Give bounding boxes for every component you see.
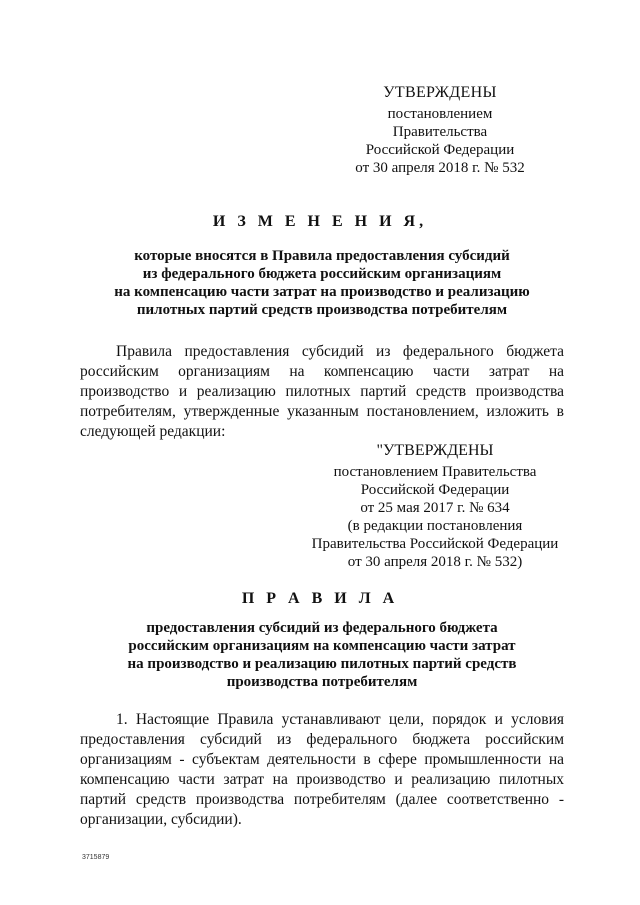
changes-subtitle-line: на компенсацию части затрат на производство и реализацию	[114, 284, 530, 300]
quoted-approval-line: постановлением Правительства	[333, 464, 537, 480]
document-code: 3715879	[82, 854, 110, 861]
approval-line: от 30 апреля 2018 г. № 532	[355, 160, 525, 176]
quoted-approval-line: Российской Федерации	[360, 482, 510, 498]
rules-subtitle-line: на производство и реализацию пилотных партий средств	[127, 656, 517, 672]
changes-subtitle-line: пилотных партий средств производства потребителям	[136, 302, 508, 318]
changes-title: И З М Е Н Е Н И Я,	[212, 213, 428, 230]
changes-subtitle-line: которые вносятся в Правила предоставления субсидий	[134, 248, 510, 264]
rules-title: П Р А В И Л А	[241, 590, 399, 607]
quoted-approval-line: Правительства Российской Федерации	[311, 536, 559, 552]
approval-stamp	[340, 84, 540, 177]
changes-subtitle-line: из федерального бюджета российским организациям	[142, 266, 502, 282]
quoted-approval-line: от 30 апреля 2018 г. № 532)	[347, 554, 523, 570]
quoted-approval-line: (в редакции постановления	[347, 518, 523, 534]
rules-subtitle-line: российским организациям на компенсацию части затрат	[128, 638, 516, 654]
intro-paragraph: Правила предоставления субсидий из федерального бюджета российским организациям на компенсацию части затрат на производство и реализацию пилотных партий средств производства потребителям, утвержденные указанным постановлением, изложить в следующей редакции:	[80, 343, 564, 440]
quoted-approval-line: от 25 мая 2017 г. № 634	[360, 500, 510, 516]
quoted-approval-head: "УТВЕРЖДЕНЫ	[376, 442, 494, 459]
rules-subtitle-line: предоставления субсидий из федерального бюджета	[146, 620, 498, 636]
approval-head: УТВЕРЖДЕНЫ	[383, 84, 497, 101]
clause-1-paragraph: 1. Настоящие Правила устанавливают цели, порядок и условия предоставления субсидий из федерального бюджета российским организациям - субъектам деятельности в сфере промышленности на компенсацию части затрат на производство и реализацию пилотных партий средств производства потребителям (далее соответственно - организации, субсидии).	[80, 711, 564, 828]
rules-subtitle-line: производства потребителям	[226, 674, 418, 690]
approval-line: Российской Федерации	[365, 142, 515, 158]
changes-subtitle	[80, 247, 564, 319]
approval-line: постановлением Правительства	[387, 106, 493, 140]
quoted-approval-stamp	[300, 442, 570, 571]
rules-subtitle	[80, 619, 564, 691]
